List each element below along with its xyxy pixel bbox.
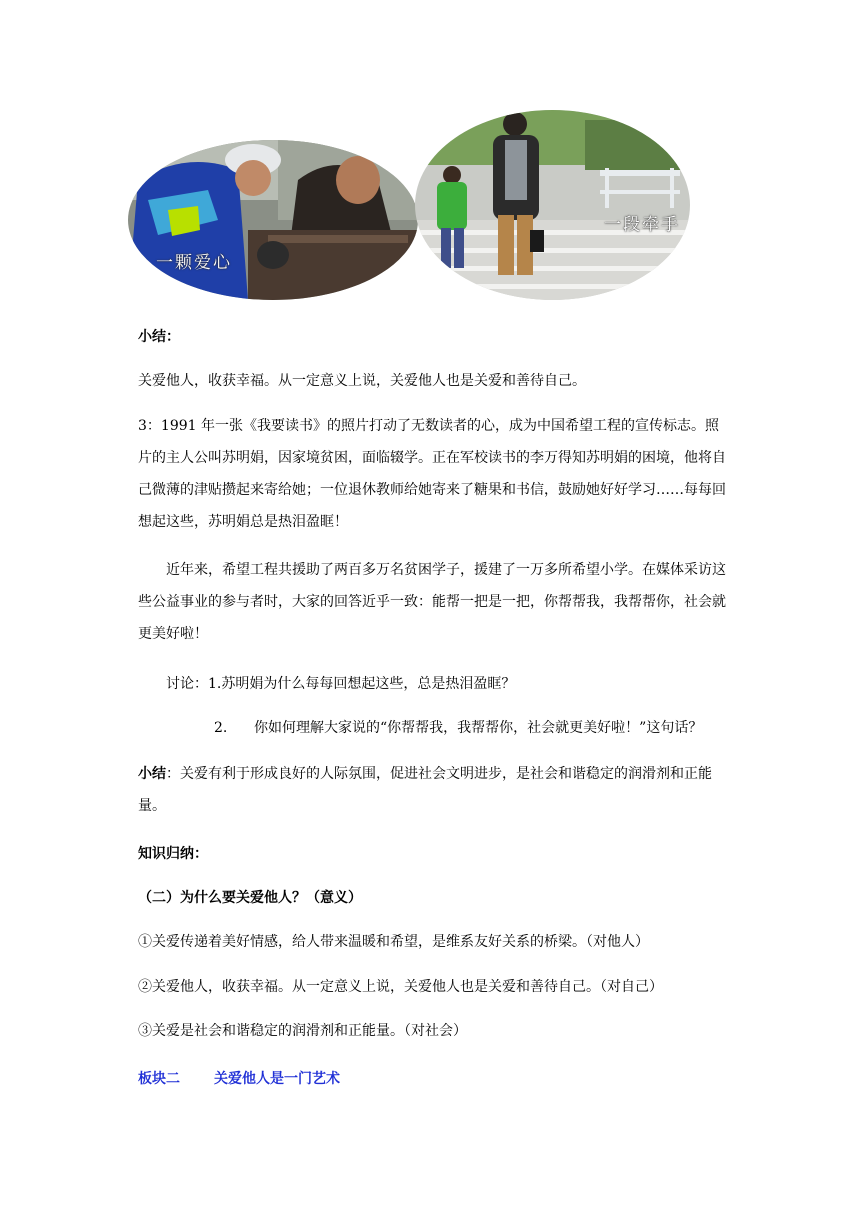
story-paragraph-2: 近年来，希望工程共援助了两百多万名贫困学子，援建了一万多所希望小学。在媒体采访这些公益事业的参与者时，大家的回答近乎一致：能帮一把是一把，你帮帮我，我帮帮你，社会就更美好啦！ <box>138 562 726 642</box>
discussion-question-2-text: 你如何理解大家说的“你帮帮我，我帮帮你，社会就更美好啦！”这句话？ <box>254 720 703 736</box>
knowledge-subheading: （二）为什么要关爱他人？（意义） <box>138 890 362 906</box>
section-title: 关爱他人是一门艺术 <box>214 1071 340 1087</box>
knowledge-item-2: ②关爱他人，收获幸福。从一定意义上说，关爱他人也是关爱和善待自己。（对自己） <box>138 979 663 995</box>
section-label: 板块二 <box>138 1071 180 1087</box>
knowledge-item-3: ③关爱是社会和谐稳定的润滑剂和正能量。（对社会） <box>138 1023 467 1039</box>
summary-text-2: ：关爱有利于形成良好的人际氛围，促进社会文明进步，是社会和谐稳定的润滑剂和正能量。 <box>138 766 712 814</box>
knowledge-heading: 知识归纳： <box>138 846 208 862</box>
summary-heading-2: 小结 <box>138 766 166 782</box>
discussion-question-1: 讨论：1.苏明娟为什么每每回想起这些，总是热泪盈眶？ <box>166 676 516 692</box>
summary-heading-1: 小结： <box>138 329 180 345</box>
story-paragraph-1: 3：1991 年一张《我要读书》的照片打动了无数读者的心，成为中国希望工程的宣传标志。照片的主人公叫苏明娟，因家境贫困，面临辍学。正在军校读书的李万得知苏明娟的困境，他将自己微薄的津贴攒起来寄给她；一位退休教师给她寄来了糖果和书信，鼓励她好好学习……每每回想起这些，苏明娟总是热泪盈眶！ <box>138 418 726 530</box>
right-photo-caption: 一段牵手 <box>604 215 680 235</box>
cyclist-helping-photo <box>128 140 418 300</box>
knowledge-item-1: ①关爱传递着美好情感，给人带来温暖和希望，是维系友好关系的桥梁。（对他人） <box>138 934 649 950</box>
discussion-question-2-number: 2. <box>214 720 228 736</box>
mother-child-photo <box>415 110 690 300</box>
summary-text-1: 关爱他人，收获幸福。从一定意义上说，关爱他人也是关爱和善待自己。 <box>138 373 586 389</box>
left-photo-caption: 一颗爱心 <box>156 253 232 273</box>
summary-2 <box>138 758 730 822</box>
